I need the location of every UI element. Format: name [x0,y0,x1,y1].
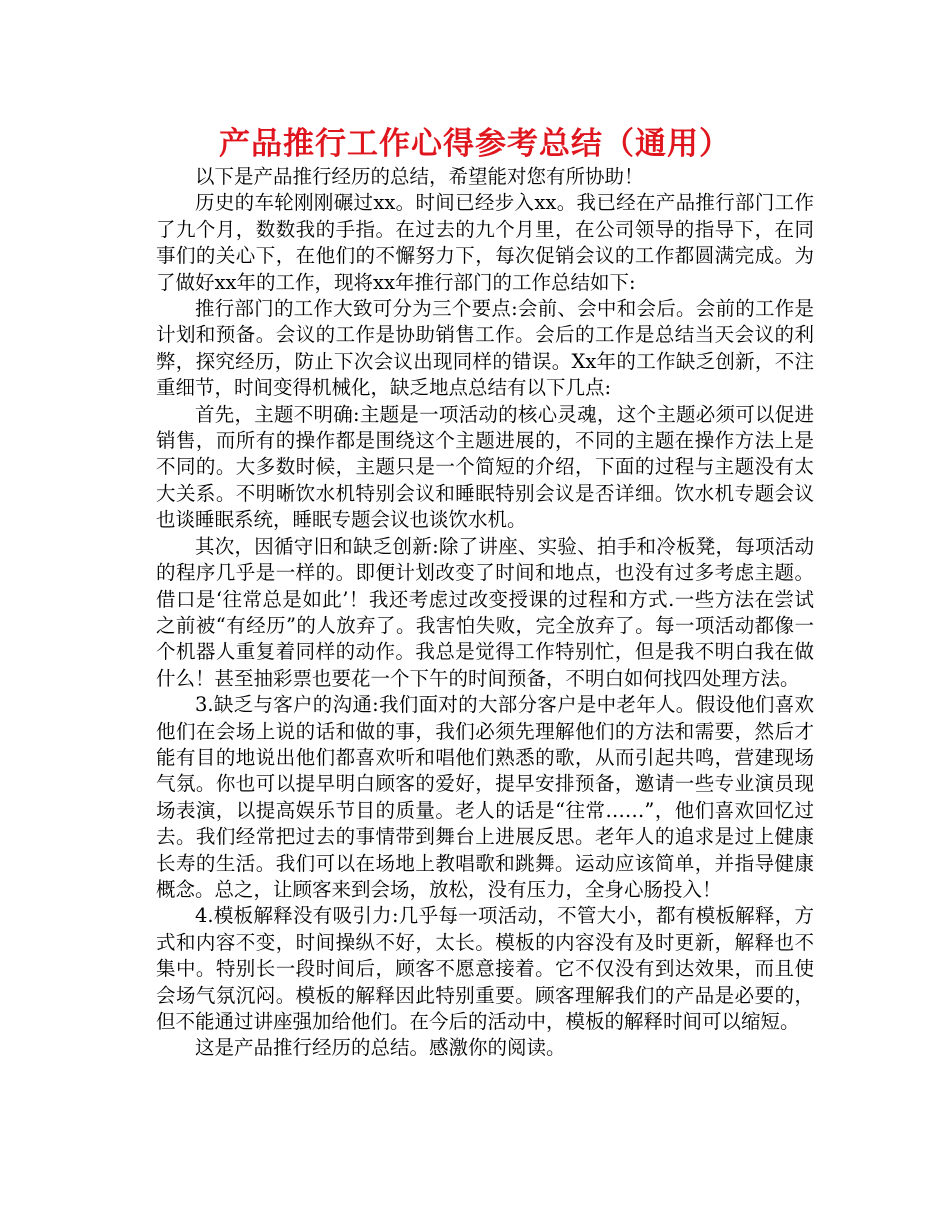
paragraph-point-4: 4.模板解释没有吸引力:几乎每一项活动，不管大小，都有模板解释，方式和内容不变，时间操纵不好，太长。模板的内容没有及时更新，解释也不集中。特别长一段时间后，顾客不愿意接着。它不仅没有到达效果，而且使会场气氛沉闷。模板的解释因此特别重要。顾客理解我们的产品是必要的，但不能通过讲座强加给他们。在今后的活动中，模板的解释时间可以缩短。 [156,904,814,1033]
paragraph-background: 历史的车轮刚刚碾过xx。时间已经步入xx。我已经在产品推行部门工作了九个月，数数我的手指。在过去的九个月里，在公司领导的指导下，在同事们的关心下，在他们的不懈努力下，每次促销会议的工作都圆满完成。为了做好xx年的工作，现将xx年推行部门的工作总结如下: [156,191,814,294]
paragraph-overview: 推行部门的工作大致可分为三个要点:会前、会中和会后。会前的工作是计划和预备。会议的工作是协助销售工作。会后的工作是总结当天会议的利弊，探究经历，防止下次会议出现同样的错误。Xx年的工作缺乏创新，不注重细节，时间变得机械化，缺乏地点总结有以下几点: [156,297,814,400]
document-body [156,164,814,1062]
paragraph-closing: 这是产品推行经历的总结。感激你的阅读。 [195,1036,566,1060]
document-title: 产品推行工作心得参考总结（通用） [219,126,731,162]
paragraph-point-3: 3.缺乏与客户的沟通:我们面对的大部分客户是中老年人。假设他们喜欢他们在会场上说的话和做的事，我们必须先理解他们的方法和需要，然后才能有目的地说出他们都喜欢听和唱他们熟悉的歌，从而引起共鸣，营建现场气氛。你也可以提早明白顾客的爱好，提早安排预备，邀请一些专业演员现场表演，以提高娱乐节目的质量。老人的话是“往常……”，他们喜欢回忆过去。我们经常把过去的事情带到舞台上进展反思。老年人的追求是过上健康长寿的生活。我们可以在场地上教唱歌和跳舞。运动应该简单，并指导健康概念。总之，让顾客来到会场，放松，没有压力，全身心肠投入！ [156,693,814,901]
paragraph-point-1: 首先，主题不明确:主题是一项活动的核心灵魂，这个主题必须可以促进销售，而所有的操作都是围绕这个主题进展的，不同的主题在操作方法上是不同的。大多数时候，主题只是一个简短的介绍，下面的过程与主题没有太大关系。不明晰饮水机特别会议和睡眠特别会议是否详细。饮水机专题会议也谈睡眠系统，睡眠专题会议也谈饮水机。 [156,402,814,532]
paragraph-point-2: 其次，因循守旧和缺乏创新:除了讲座、实验、拍手和冷板凳，每项活动的程序几乎是一样的。即便计划改变了时间和地点，也没有过多考虑主题。借口是‘往常总是如此’！我还考虑过改变授课的过程和方式.一些方法在尝试之前被“有经历”的人放弃了。我害怕失败，完全放弃了。每一项活动都像一个机器人重复着同样的动作。我总是觉得工作特别忙，但是我不明白我在做什么！甚至抽彩票也要花一个下午的时间预备，不明白如何找四处理方法。 [156,534,814,690]
paragraph-intro: 以下是产品推行经历的总结，希望能对您有所协助！ [195,165,644,188]
